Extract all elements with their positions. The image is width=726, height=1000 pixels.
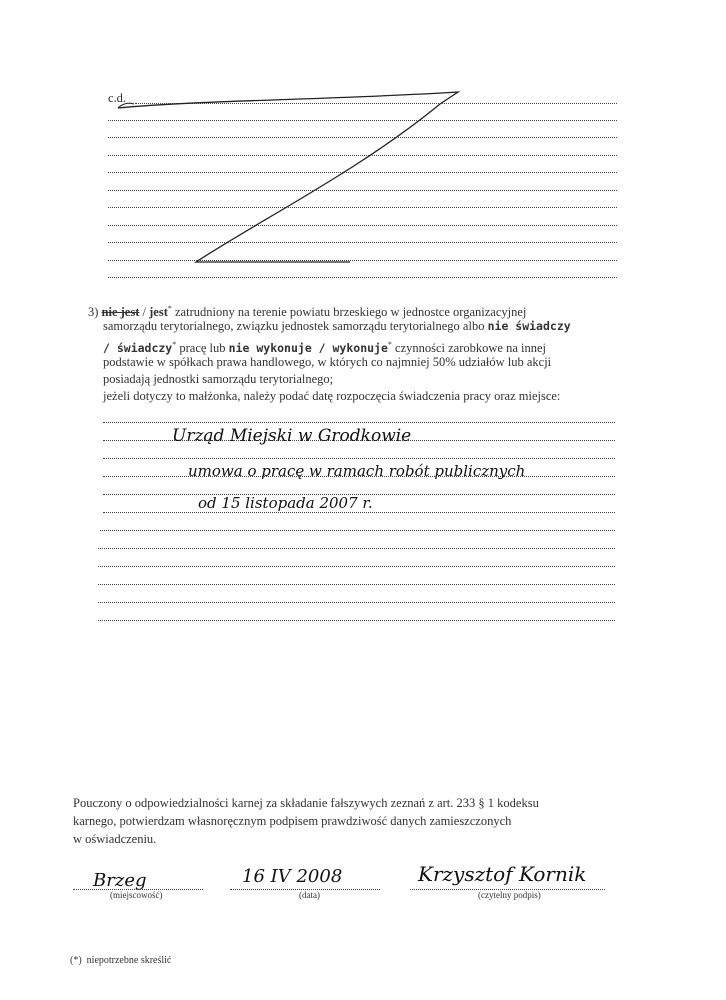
- place-value: Brzeg: [93, 870, 147, 891]
- dotted-line: [98, 566, 615, 567]
- date-caption: (data): [299, 890, 320, 900]
- option-nie-jest: nie jest: [101, 305, 140, 320]
- section3-line5: posiadają jednostki samorządu terytorialnego;: [103, 372, 334, 386]
- statement-line2: karnego, potwierdzam własnoręcznym podpisem prawdziwość danych zamieszczonych: [73, 814, 512, 828]
- handwritten-contract: umowa o pracę w ramach robót publicznych: [188, 462, 526, 480]
- footnote-text: niepotrzebne skreślić: [86, 955, 172, 966]
- dotted-line: [100, 530, 615, 531]
- dotted-line: [103, 512, 615, 513]
- dotted-line: [98, 584, 615, 585]
- handwritten-employer: Urząd Miejski w Grodkowie: [172, 426, 412, 446]
- separator: /: [139, 305, 150, 320]
- option-swiadczy: / świadczy: [103, 341, 173, 356]
- section3-line6: jeżeli dotyczy to małżonka, należy podać datę rozpoczęcia świadczenia pracy oraz miejsce:: [103, 389, 561, 403]
- section3-line3-tail: czynności zarobkowe na innej: [391, 341, 547, 356]
- cd-label: c.d.: [108, 91, 127, 105]
- statement-line1: Pouczony o odpowiedzialności karnej za składanie fałszywych zeznań z art. 233 § 1 kodeksu: [73, 796, 539, 810]
- footnote-star: *: [167, 304, 172, 313]
- footnote-star: *: [172, 340, 177, 349]
- option-nie-swiadczy: nie świadczy: [487, 319, 571, 333]
- section3-line4: podstawie w spółkach prawa handlowego, w których co najmniej 50% udziałów lub akcji: [103, 355, 552, 369]
- dotted-line: [103, 422, 615, 423]
- section3-line2: [103, 318, 571, 335]
- option-jest: jest: [149, 305, 168, 320]
- dotted-line: [98, 620, 615, 621]
- handwritten-start-date: od 15 listopada 2007 r.: [198, 494, 373, 512]
- section3-line1-tail: zatrudniony na terenie powiatu brzeskiego w jednostce organizacyjnej: [171, 305, 527, 320]
- date-value: 16 IV 2008: [242, 866, 343, 887]
- dotted-line: [103, 458, 615, 459]
- section3-number: 3): [88, 305, 99, 320]
- section3-line3-text: pracę lub: [176, 341, 229, 356]
- dotted-line: [98, 548, 615, 549]
- signature-value: Krzysztof Kornik: [418, 862, 587, 886]
- dotted-line: [98, 602, 615, 603]
- option-wykonuje: nie wykonuje / wykonuje: [228, 341, 388, 356]
- footnote-star: *: [387, 340, 392, 349]
- place-caption: (miejscowość): [110, 890, 163, 900]
- statement-line3: w oświadczeniu.: [73, 832, 157, 846]
- footnote: [70, 952, 171, 969]
- footnote-mark: (*): [70, 955, 82, 966]
- signature-caption: (czytelny podpis): [478, 890, 541, 900]
- section3-line2-text: samorządu terytorialnego, związku jednostek samorządu terytorialnego albo: [103, 319, 488, 333]
